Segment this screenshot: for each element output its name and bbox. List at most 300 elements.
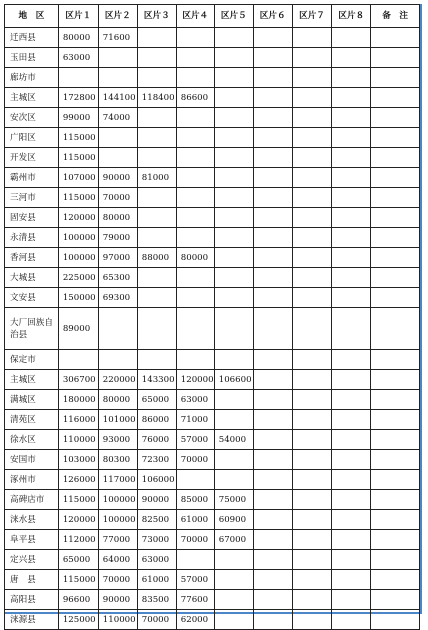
zone-4-cell xyxy=(176,208,214,228)
zone-4-cell xyxy=(176,68,214,88)
zone-2-cell: 70000 xyxy=(98,188,137,208)
zone-2-cell: 101000 xyxy=(98,410,137,430)
remarks-cell xyxy=(371,248,420,268)
zone-4-cell: 120000 xyxy=(176,370,214,390)
zone-1-cell: 120000 xyxy=(58,510,98,530)
land-price-table xyxy=(4,4,420,630)
zone-8-cell xyxy=(332,590,371,610)
zone-1-cell: 120000 xyxy=(58,208,98,228)
table-row xyxy=(5,48,420,68)
header-zone-4: 区片４ xyxy=(176,5,214,28)
header-zone-5: 区片５ xyxy=(214,5,253,28)
zone-6-cell xyxy=(253,430,292,450)
remarks-cell xyxy=(371,308,420,350)
region-cell: 三河市 xyxy=(5,188,59,208)
zone-2-cell: 110000 xyxy=(98,610,137,630)
zone-5-cell xyxy=(214,248,253,268)
zone-3-cell xyxy=(137,228,176,248)
zone-4-cell xyxy=(176,148,214,168)
zone-5-cell xyxy=(214,148,253,168)
header-zone-6: 区片６ xyxy=(253,5,292,28)
zone-7-cell xyxy=(292,108,332,128)
zone-8-cell xyxy=(332,490,371,510)
remarks-cell xyxy=(371,410,420,430)
zone-4-cell xyxy=(176,128,214,148)
zone-3-cell xyxy=(137,28,176,48)
zone-2-cell: 69300 xyxy=(98,288,137,308)
table-row xyxy=(5,68,420,88)
zone-2-cell: 65300 xyxy=(98,268,137,288)
zone-3-cell xyxy=(137,148,176,168)
zone-1-cell: 112000 xyxy=(58,530,98,550)
zone-2-cell: 90000 xyxy=(98,590,137,610)
zone-5-cell xyxy=(214,88,253,108)
zone-5-cell xyxy=(214,308,253,350)
remarks-cell xyxy=(371,28,420,48)
zone-5-cell xyxy=(214,28,253,48)
zone-2-cell: 70000 xyxy=(98,570,137,590)
zone-3-cell: 86000 xyxy=(137,410,176,430)
region-cell: 涿州市 xyxy=(5,470,59,490)
zone-3-cell xyxy=(137,108,176,128)
zone-6-cell xyxy=(253,530,292,550)
remarks-cell xyxy=(371,48,420,68)
zone-2-cell xyxy=(98,308,137,350)
zone-1-cell: 180000 xyxy=(58,390,98,410)
zone-5-cell xyxy=(214,570,253,590)
region-cell: 安国市 xyxy=(5,450,59,470)
zone-1-cell: 115000 xyxy=(58,188,98,208)
zone-3-cell: 88000 xyxy=(137,248,176,268)
zone-3-cell: 82500 xyxy=(137,510,176,530)
zone-1-cell: 172800 xyxy=(58,88,98,108)
zone-6-cell xyxy=(253,590,292,610)
zone-2-cell: 79000 xyxy=(98,228,137,248)
region-cell: 霸州市 xyxy=(5,168,59,188)
remarks-cell xyxy=(371,590,420,610)
zone-2-cell xyxy=(98,350,137,370)
zone-4-cell: 70000 xyxy=(176,530,214,550)
zone-7-cell xyxy=(292,188,332,208)
zone-5-cell xyxy=(214,228,253,248)
zone-4-cell: 57000 xyxy=(176,430,214,450)
region-cell: 高碑店市 xyxy=(5,490,59,510)
zone-5-cell: 54000 xyxy=(214,430,253,450)
zone-3-cell: 81000 xyxy=(137,168,176,188)
region-cell: 廊坊市 xyxy=(5,68,59,88)
header-zone-3: 区片３ xyxy=(137,5,176,28)
remarks-cell xyxy=(371,268,420,288)
zone-6-cell xyxy=(253,88,292,108)
remarks-cell xyxy=(371,68,420,88)
zone-1-cell: 116000 xyxy=(58,410,98,430)
zone-6-cell xyxy=(253,268,292,288)
table-row xyxy=(5,350,420,370)
region-cell: 阜平县 xyxy=(5,530,59,550)
zone-3-cell: 90000 xyxy=(137,490,176,510)
remarks-cell xyxy=(371,128,420,148)
zone-6-cell xyxy=(253,470,292,490)
table-row xyxy=(5,570,420,590)
table-row xyxy=(5,308,420,350)
region-cell: 香河县 xyxy=(5,248,59,268)
region-cell: 广阳区 xyxy=(5,128,59,148)
zone-3-cell: 118400 xyxy=(137,88,176,108)
zone-1-cell: 126000 xyxy=(58,470,98,490)
zone-5-cell xyxy=(214,550,253,570)
zone-8-cell xyxy=(332,188,371,208)
header-zone-8: 区片８ xyxy=(332,5,371,28)
zone-4-cell xyxy=(176,48,214,68)
zone-7-cell xyxy=(292,148,332,168)
region-cell: 高阳县 xyxy=(5,590,59,610)
table-row xyxy=(5,390,420,410)
zone-3-cell xyxy=(137,128,176,148)
zone-6-cell xyxy=(253,410,292,430)
region-cell: 迁西县 xyxy=(5,28,59,48)
zone-8-cell xyxy=(332,410,371,430)
region-cell: 固安县 xyxy=(5,208,59,228)
zone-8-cell xyxy=(332,88,371,108)
zone-8-cell xyxy=(332,510,371,530)
zone-7-cell xyxy=(292,168,332,188)
zone-5-cell: 106600 xyxy=(214,370,253,390)
region-cell: 唐 县 xyxy=(5,570,59,590)
remarks-cell xyxy=(371,350,420,370)
zone-8-cell xyxy=(332,68,371,88)
zone-7-cell xyxy=(292,48,332,68)
zone-5-cell xyxy=(214,168,253,188)
zone-4-cell xyxy=(176,550,214,570)
remarks-cell xyxy=(371,470,420,490)
table-row xyxy=(5,430,420,450)
zone-1-cell: 125000 xyxy=(58,610,98,630)
zone-6-cell xyxy=(253,350,292,370)
region-cell: 徐水区 xyxy=(5,430,59,450)
zone-4-cell: 57000 xyxy=(176,570,214,590)
zone-4-cell xyxy=(176,28,214,48)
zone-6-cell xyxy=(253,308,292,350)
zone-3-cell xyxy=(137,350,176,370)
zone-5-cell xyxy=(214,108,253,128)
zone-4-cell: 77600 xyxy=(176,590,214,610)
table-row xyxy=(5,550,420,570)
header-remarks: 备 注 xyxy=(371,5,420,28)
zone-4-cell xyxy=(176,188,214,208)
zone-7-cell xyxy=(292,590,332,610)
zone-1-cell: 100000 xyxy=(58,228,98,248)
region-cell: 主城区 xyxy=(5,370,59,390)
zone-7-cell xyxy=(292,430,332,450)
table-row xyxy=(5,88,420,108)
zone-8-cell xyxy=(332,168,371,188)
zone-1-cell: 65000 xyxy=(58,550,98,570)
zone-2-cell xyxy=(98,68,137,88)
zone-5-cell xyxy=(214,610,253,630)
zone-6-cell xyxy=(253,390,292,410)
zone-6-cell xyxy=(253,248,292,268)
zone-5-cell xyxy=(214,410,253,430)
zone-3-cell: 63000 xyxy=(137,550,176,570)
zone-6-cell xyxy=(253,108,292,128)
remarks-cell xyxy=(371,450,420,470)
region-cell: 玉田县 xyxy=(5,48,59,68)
header-zone-1: 区片１ xyxy=(58,5,98,28)
zone-7-cell xyxy=(292,228,332,248)
zone-8-cell xyxy=(332,128,371,148)
remarks-cell xyxy=(371,550,420,570)
zone-2-cell: 100000 xyxy=(98,490,137,510)
zone-3-cell: 83500 xyxy=(137,590,176,610)
table-row xyxy=(5,450,420,470)
table-row xyxy=(5,510,420,530)
zone-2-cell: 100000 xyxy=(98,510,137,530)
table-body xyxy=(5,28,420,630)
remarks-cell xyxy=(371,288,420,308)
zone-4-cell: 86600 xyxy=(176,88,214,108)
zone-8-cell xyxy=(332,610,371,630)
zone-2-cell xyxy=(98,48,137,68)
zone-4-cell xyxy=(176,168,214,188)
zone-7-cell xyxy=(292,88,332,108)
zone-8-cell xyxy=(332,208,371,228)
remarks-cell xyxy=(371,390,420,410)
zone-3-cell: 61000 xyxy=(137,570,176,590)
zone-2-cell xyxy=(98,148,137,168)
zone-8-cell xyxy=(332,470,371,490)
zone-8-cell xyxy=(332,370,371,390)
zone-8-cell xyxy=(332,228,371,248)
zone-3-cell: 65000 xyxy=(137,390,176,410)
zone-4-cell xyxy=(176,268,214,288)
remarks-cell xyxy=(371,148,420,168)
zone-1-cell: 89000 xyxy=(58,308,98,350)
table-row xyxy=(5,248,420,268)
zone-5-cell xyxy=(214,470,253,490)
region-cell: 涞水县 xyxy=(5,510,59,530)
table-row xyxy=(5,470,420,490)
zone-8-cell xyxy=(332,430,371,450)
zone-1-cell: 103000 xyxy=(58,450,98,470)
zone-7-cell xyxy=(292,370,332,390)
remarks-cell xyxy=(371,88,420,108)
zone-2-cell: 97000 xyxy=(98,248,137,268)
zone-6-cell xyxy=(253,68,292,88)
zone-7-cell xyxy=(292,208,332,228)
zone-4-cell: 62000 xyxy=(176,610,214,630)
zone-1-cell: 96600 xyxy=(58,590,98,610)
zone-3-cell xyxy=(137,308,176,350)
remarks-cell xyxy=(371,370,420,390)
table-row xyxy=(5,28,420,48)
zone-6-cell xyxy=(253,168,292,188)
zone-2-cell: 220000 xyxy=(98,370,137,390)
zone-1-cell: 115000 xyxy=(58,128,98,148)
zone-6-cell xyxy=(253,228,292,248)
zone-2-cell: 74000 xyxy=(98,108,137,128)
zone-7-cell xyxy=(292,510,332,530)
zone-8-cell xyxy=(332,390,371,410)
zone-2-cell: 117000 xyxy=(98,470,137,490)
remarks-cell xyxy=(371,228,420,248)
zone-1-cell: 150000 xyxy=(58,288,98,308)
zone-1-cell: 80000 xyxy=(58,28,98,48)
zone-8-cell xyxy=(332,570,371,590)
zone-2-cell xyxy=(98,128,137,148)
header-zone-7: 区片７ xyxy=(292,5,332,28)
zone-6-cell xyxy=(253,370,292,390)
zone-4-cell: 80000 xyxy=(176,248,214,268)
region-cell: 大城县 xyxy=(5,268,59,288)
zone-2-cell: 80000 xyxy=(98,390,137,410)
table-row xyxy=(5,530,420,550)
zone-2-cell: 80000 xyxy=(98,208,137,228)
region-cell: 大厂回族自治县 xyxy=(5,308,59,350)
zone-7-cell xyxy=(292,470,332,490)
zone-4-cell: 85000 xyxy=(176,490,214,510)
zone-7-cell xyxy=(292,570,332,590)
remarks-cell xyxy=(371,570,420,590)
zone-5-cell xyxy=(214,450,253,470)
zone-4-cell: 61000 xyxy=(176,510,214,530)
zone-8-cell xyxy=(332,28,371,48)
zone-6-cell xyxy=(253,610,292,630)
table-row xyxy=(5,410,420,430)
table-row xyxy=(5,128,420,148)
zone-2-cell: 93000 xyxy=(98,430,137,450)
remarks-cell xyxy=(371,510,420,530)
zone-7-cell xyxy=(292,450,332,470)
region-cell: 满城区 xyxy=(5,390,59,410)
zone-1-cell xyxy=(58,350,98,370)
zone-2-cell: 80300 xyxy=(98,450,137,470)
zone-3-cell: 72300 xyxy=(137,450,176,470)
table-row xyxy=(5,108,420,128)
zone-7-cell xyxy=(292,308,332,350)
zone-4-cell xyxy=(176,470,214,490)
zone-1-cell xyxy=(58,68,98,88)
zone-6-cell xyxy=(253,28,292,48)
zone-1-cell: 306700 xyxy=(58,370,98,390)
zone-3-cell xyxy=(137,48,176,68)
remarks-cell xyxy=(371,188,420,208)
zone-8-cell xyxy=(332,288,371,308)
zone-7-cell xyxy=(292,28,332,48)
zone-8-cell xyxy=(332,248,371,268)
remarks-cell xyxy=(371,430,420,450)
zone-2-cell: 144100 xyxy=(98,88,137,108)
zone-3-cell: 106000 xyxy=(137,470,176,490)
zone-8-cell xyxy=(332,450,371,470)
zone-3-cell xyxy=(137,268,176,288)
zone-8-cell xyxy=(332,148,371,168)
table-row xyxy=(5,288,420,308)
zone-8-cell xyxy=(332,48,371,68)
header-zone-2: 区片２ xyxy=(98,5,137,28)
zone-2-cell: 64000 xyxy=(98,550,137,570)
zone-5-cell: 60900 xyxy=(214,510,253,530)
zone-4-cell: 63000 xyxy=(176,390,214,410)
zone-3-cell: 73000 xyxy=(137,530,176,550)
region-cell: 永清县 xyxy=(5,228,59,248)
zone-6-cell xyxy=(253,48,292,68)
zone-8-cell xyxy=(332,308,371,350)
zone-3-cell: 143300 xyxy=(137,370,176,390)
zone-5-cell: 75000 xyxy=(214,490,253,510)
zone-7-cell xyxy=(292,288,332,308)
zone-6-cell xyxy=(253,188,292,208)
zone-2-cell: 77000 xyxy=(98,530,137,550)
region-cell: 涞源县 xyxy=(5,610,59,630)
zone-7-cell xyxy=(292,248,332,268)
table-row xyxy=(5,148,420,168)
table-row xyxy=(5,490,420,510)
zone-1-cell: 107000 xyxy=(58,168,98,188)
zone-4-cell: 71000 xyxy=(176,410,214,430)
table-row xyxy=(5,208,420,228)
zone-3-cell: 70000 xyxy=(137,610,176,630)
zone-1-cell: 225000 xyxy=(58,268,98,288)
zone-8-cell xyxy=(332,268,371,288)
zone-7-cell xyxy=(292,390,332,410)
zone-7-cell xyxy=(292,350,332,370)
zone-5-cell: 67000 xyxy=(214,530,253,550)
zone-4-cell xyxy=(176,308,214,350)
zone-6-cell xyxy=(253,128,292,148)
zone-5-cell xyxy=(214,390,253,410)
zone-8-cell xyxy=(332,350,371,370)
zone-8-cell xyxy=(332,550,371,570)
region-cell: 文安县 xyxy=(5,288,59,308)
zone-3-cell: 76000 xyxy=(137,430,176,450)
zone-1-cell: 115000 xyxy=(58,490,98,510)
table-row xyxy=(5,168,420,188)
zone-5-cell xyxy=(214,590,253,610)
zone-3-cell xyxy=(137,208,176,228)
zone-5-cell xyxy=(214,128,253,148)
remarks-cell xyxy=(371,490,420,510)
zone-4-cell xyxy=(176,228,214,248)
remarks-cell xyxy=(371,530,420,550)
zone-7-cell xyxy=(292,410,332,430)
remarks-cell xyxy=(371,108,420,128)
zone-6-cell xyxy=(253,570,292,590)
zone-1-cell: 115000 xyxy=(58,148,98,168)
region-cell: 清苑区 xyxy=(5,410,59,430)
zone-4-cell: 70000 xyxy=(176,450,214,470)
zone-7-cell xyxy=(292,490,332,510)
zone-1-cell: 110000 xyxy=(58,430,98,450)
header-region: 地 区 xyxy=(5,5,59,28)
region-cell: 主城区 xyxy=(5,88,59,108)
zone-8-cell xyxy=(332,530,371,550)
zone-6-cell xyxy=(253,208,292,228)
table-row xyxy=(5,228,420,248)
zone-4-cell xyxy=(176,350,214,370)
zone-5-cell xyxy=(214,68,253,88)
header-row xyxy=(5,5,420,28)
zone-3-cell xyxy=(137,68,176,88)
zone-1-cell: 100000 xyxy=(58,248,98,268)
zone-7-cell xyxy=(292,610,332,630)
region-cell: 保定市 xyxy=(5,350,59,370)
zone-7-cell xyxy=(292,68,332,88)
zone-1-cell: 115000 xyxy=(58,570,98,590)
table-row xyxy=(5,590,420,610)
zone-1-cell: 63000 xyxy=(58,48,98,68)
zone-5-cell xyxy=(214,350,253,370)
zone-6-cell xyxy=(253,288,292,308)
